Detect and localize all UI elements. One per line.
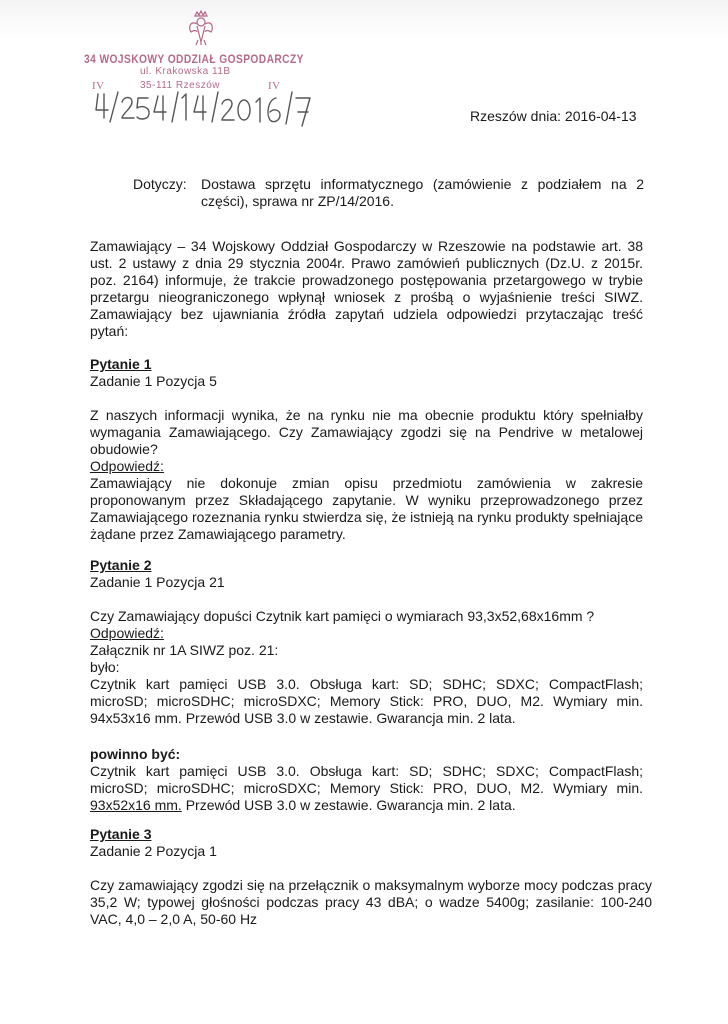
- question-3-subtitle: Zadanie 2 Pozycja 1: [90, 843, 217, 859]
- question-1-subtitle: Zadanie 1 Pozycja 5: [90, 373, 217, 389]
- scan-shadow: [0, 0, 728, 40]
- subject-text: Dostawa sprzętu informatycznego (zamówienie z podziałem na 2 części), sprawa nr ZP/14/2016.: [201, 176, 644, 209]
- answer-2-label: Odpowiedź:: [90, 625, 164, 641]
- should-dimensions: 93x52x16 mm.: [90, 797, 182, 813]
- document-date: Rzeszów dnia: 2016-04-13: [470, 108, 637, 124]
- stamp-postcode: 35-111 Rzeszów: [140, 80, 220, 91]
- stamp-street: ul. Krakowska 11B: [140, 66, 231, 77]
- handwritten-reference-number: [94, 88, 334, 132]
- question-3-section: [90, 826, 652, 928]
- question-2-section: [90, 557, 643, 814]
- answer-1-text: Zamawiający nie dokonuje zmian opisu przedmiotu zamówienia w zakresie proponowanym przez Składającego zapytanie. W wyniku przeprowadzonego przez Zamawiającego rozeznania rynku stwierdza się, że istnieją na rynku produkty spełniające żądane przez Zamawiającego parametry.: [90, 475, 643, 542]
- answer-2-was-text: Czytnik kart pamięci USB 3.0. Obsługa kart: SD; SDHC; SDXC; CompactFlash; microSD; microSDHC; microSDXC; Memory Stick: PRO, DUO, M2. Wymiary min. 94x53x16 mm. Przewód USB 3.0 w zestawie. Gwarancja min. 2 lata.: [90, 676, 643, 726]
- question-1-section: [90, 356, 643, 543]
- question-3-text: Czy zamawiający zgodzi się na przełącznik o maksymalnym wyborze mocy podczas pracy 35,2 W; typowej głośności podczas pracy 43 dBA; o wadze 5400g; zasilanie: 100-240 VAC, 4,0 – 2,0 A, 50-60 Hz: [90, 877, 652, 927]
- should-text-part-a: Czytnik kart pamięci USB 3.0. Obsługa kart: SD; SDHC; SDXC; CompactFlash; microSD; microSDHC; microSDXC; Memory Stick: PRO, DUO, M2. Wymiary min.: [90, 763, 643, 796]
- stamp-unit-name: 34 WOJSKOWY ODDZIAŁ GOSPODARCZY: [84, 52, 304, 66]
- eagle-emblem-icon: [186, 10, 216, 46]
- question-1-title: Pytanie 1: [90, 356, 152, 372]
- intro-paragraph: Zamawiający – 34 Wojskowy Oddział Gospodarczy w Rzeszowie na podstawie art. 38 ust. 2 ustawy z dnia 29 stycznia 2004r. Prawo zamówień publicznych (Dz.U. z 2015r. poz. 2164) informuje, że trakcie prowadzonego postępowania przetargowego w trybie przetargu nieograniczonego wpłynął wniosek z prośbą o wyjaśnienie treści SIWZ. Zamawiający bez ujawniania źródła zapytań udziela odpowiedzi przytaczając treść pytań:: [90, 238, 643, 339]
- question-2-text: Czy Zamawiający dopuści Czytnik kart pamięci o wymiarach 93,3x52,68x16mm ?: [90, 608, 595, 624]
- answer-2-should-label: powinno być:: [90, 746, 181, 762]
- should-text-part-b: Przewód USB 3.0 w zestawie. Gwarancja min. 2 lata.: [181, 797, 516, 813]
- answer-2-attachment: Załącznik nr 1A SIWZ poz. 21:: [90, 642, 279, 658]
- answer-2-was-label: było:: [90, 659, 120, 675]
- subject-label: Dotyczy:: [133, 176, 187, 192]
- question-2-subtitle: Zadanie 1 Pozycja 21: [90, 574, 225, 590]
- answer-1-label: Odpowiedź:: [90, 458, 164, 474]
- stamp-roman-left: IV: [92, 80, 105, 92]
- stamp-roman-right: IV: [268, 80, 281, 92]
- question-2-title: Pytanie 2: [90, 557, 152, 573]
- question-1-text: Z naszych informacji wynika, że na rynku nie ma obecnie produktu który spełniałby wymagania Zamawiającego. Czy Zamawiający zgodzi się na Pendrive w metalowej obudowie?: [90, 407, 643, 457]
- answer-2-should-text: [90, 763, 643, 814]
- question-3-title: Pytanie 3: [90, 826, 152, 842]
